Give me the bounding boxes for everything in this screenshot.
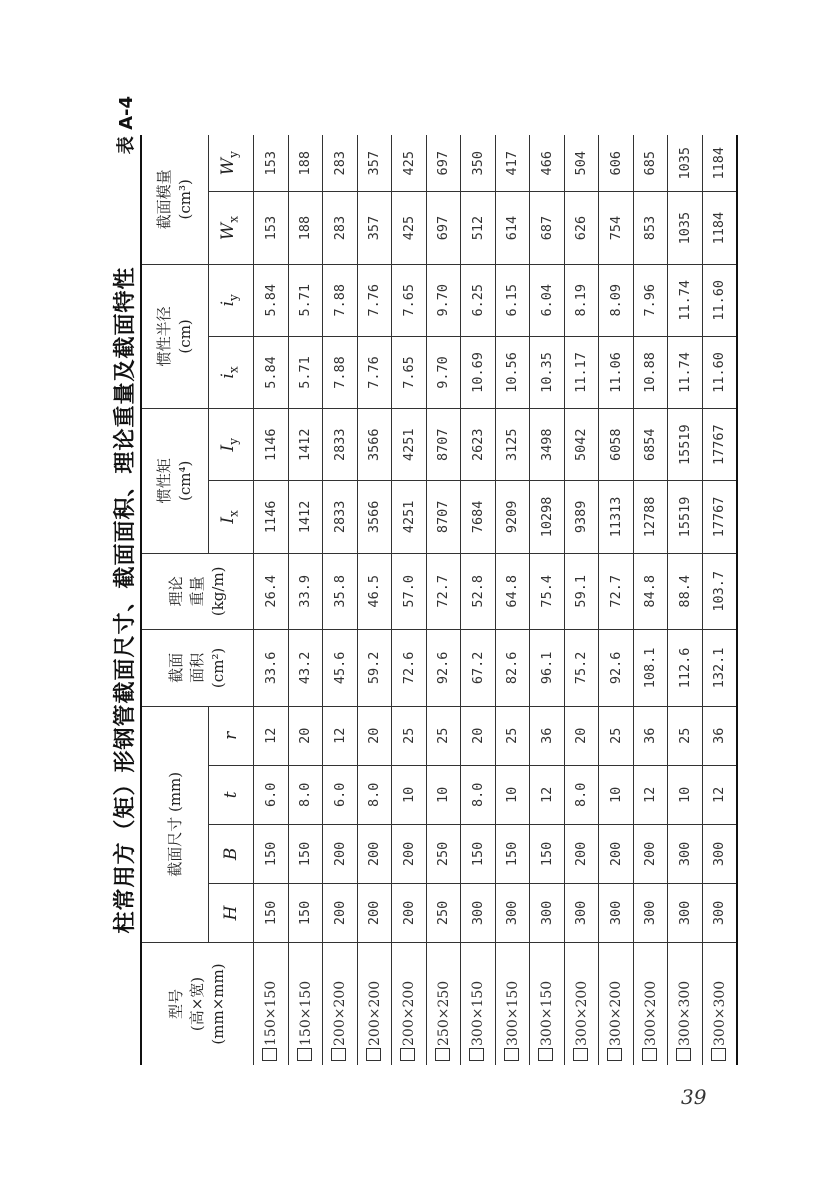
cell-ix: 7.88	[323, 336, 358, 408]
square-tube-icon	[711, 1048, 726, 1061]
cell-Iy: 5042	[564, 409, 599, 481]
cell-r: 36	[633, 706, 668, 765]
header-section-modulus: 截面模量 (cm³)	[141, 135, 209, 264]
square-tube-icon	[435, 1048, 450, 1061]
square-tube-icon	[538, 1048, 553, 1061]
table-row	[530, 135, 565, 1065]
square-tube-icon	[331, 1048, 346, 1061]
header-Ix: $I_x$	[209, 481, 254, 553]
cell-area: 33.6	[254, 630, 289, 707]
table-row	[702, 135, 737, 1065]
cell-iy: 8.09	[599, 264, 634, 336]
cell-H: 300	[633, 883, 668, 942]
cell-weight: 72.7	[599, 553, 634, 630]
square-tube-icon	[400, 1048, 415, 1061]
cell-Wy: 685	[633, 135, 668, 192]
cell-B: 300	[702, 824, 737, 883]
cell-Iy: 15519	[668, 409, 703, 481]
header-Wy: $W_y$	[209, 135, 254, 192]
cell-weight: 75.4	[530, 553, 565, 630]
cell-area: 67.2	[461, 630, 496, 707]
cell-weight: 72.7	[426, 553, 461, 630]
square-tube-icon	[642, 1048, 657, 1061]
cell-model: 200×200	[392, 942, 427, 1065]
cell-weight: 59.1	[564, 553, 599, 630]
cell-Wy: 357	[357, 135, 392, 192]
cell-Ix: 8707	[426, 481, 461, 553]
cell-B: 200	[564, 824, 599, 883]
cell-B: 200	[633, 824, 668, 883]
cell-area: 92.6	[426, 630, 461, 707]
cell-iy: 7.65	[392, 264, 427, 336]
cell-ix: 5.84	[254, 336, 289, 408]
cell-r: 36	[530, 706, 565, 765]
cell-r: 12	[254, 706, 289, 765]
cell-B: 300	[668, 824, 703, 883]
cell-model: 150×150	[254, 942, 289, 1065]
cell-ix: 10.69	[461, 336, 496, 408]
square-tube-icon	[366, 1048, 381, 1061]
table-row	[633, 135, 668, 1065]
cell-H: 300	[668, 883, 703, 942]
cell-Wy: 417	[495, 135, 530, 192]
cell-Ix: 3566	[357, 481, 392, 553]
cell-weight: 46.5	[357, 553, 392, 630]
cell-B: 250	[426, 824, 461, 883]
cell-B: 150	[288, 824, 323, 883]
cell-ix: 5.71	[288, 336, 323, 408]
table-row	[599, 135, 634, 1065]
table-row	[288, 135, 323, 1065]
cell-r: 25	[392, 706, 427, 765]
cell-iy: 11.60	[702, 264, 737, 336]
cell-t: 10	[668, 765, 703, 824]
cell-Wx: 687	[530, 192, 565, 264]
cell-Iy: 2623	[461, 409, 496, 481]
cell-Wx: 1035	[668, 192, 703, 264]
cell-Ix: 1146	[254, 481, 289, 553]
cell-model: 300×200	[564, 942, 599, 1065]
cell-iy: 9.70	[426, 264, 461, 336]
square-tube-icon	[469, 1048, 484, 1061]
square-tube-icon	[607, 1048, 622, 1061]
cell-B: 150	[530, 824, 565, 883]
cell-t: 10	[495, 765, 530, 824]
cell-Iy: 6058	[599, 409, 634, 481]
cell-Iy: 3566	[357, 409, 392, 481]
header-ix: $i_x$	[209, 336, 254, 408]
cell-Wy: 153	[254, 135, 289, 192]
cell-ix: 11.74	[668, 336, 703, 408]
cell-iy: 7.88	[323, 264, 358, 336]
cell-weight: 88.4	[668, 553, 703, 630]
header-radius-of-gyration: 惯性半径 (cm)	[141, 264, 209, 408]
cell-Ix: 4251	[392, 481, 427, 553]
square-tube-icon	[504, 1048, 519, 1061]
header-Wx: $W_x$	[209, 192, 254, 264]
cell-ix: 10.56	[495, 336, 530, 408]
cell-Wy: 350	[461, 135, 496, 192]
cell-H: 150	[254, 883, 289, 942]
cell-iy: 11.74	[668, 264, 703, 336]
cell-iy: 6.04	[530, 264, 565, 336]
cell-area: 132.1	[702, 630, 737, 707]
cell-t: 10	[426, 765, 461, 824]
cell-Iy: 1412	[288, 409, 323, 481]
table-row	[461, 135, 496, 1065]
cell-r: 20	[357, 706, 392, 765]
table-row	[495, 135, 530, 1065]
cell-ix: 7.65	[392, 336, 427, 408]
cell-area: 96.1	[530, 630, 565, 707]
cell-Wx: 697	[426, 192, 461, 264]
header-Iy: $I_y$	[209, 409, 254, 481]
square-tube-icon	[573, 1048, 588, 1061]
cell-Wy: 466	[530, 135, 565, 192]
cell-area: 108.1	[633, 630, 668, 707]
cell-Ix: 17767	[702, 481, 737, 553]
cell-iy: 8.19	[564, 264, 599, 336]
cell-r: 25	[668, 706, 703, 765]
cell-ix: 9.70	[426, 336, 461, 408]
cell-H: 200	[357, 883, 392, 942]
square-tube-icon	[676, 1048, 691, 1061]
cell-Iy: 8707	[426, 409, 461, 481]
cell-model: 300×150	[461, 942, 496, 1065]
cell-t: 10	[392, 765, 427, 824]
cell-Wx: 614	[495, 192, 530, 264]
cell-model: 300×150	[495, 942, 530, 1065]
cell-area: 82.6	[495, 630, 530, 707]
cell-model: 300×200	[599, 942, 634, 1065]
cell-area: 43.2	[288, 630, 323, 707]
cell-t: 6.0	[323, 765, 358, 824]
cell-r: 25	[599, 706, 634, 765]
cell-H: 300	[599, 883, 634, 942]
header-B: B	[209, 824, 254, 883]
cell-B: 150	[254, 824, 289, 883]
cell-Iy: 17767	[702, 409, 737, 481]
cell-Wx: 754	[599, 192, 634, 264]
cell-t: 12	[530, 765, 565, 824]
cell-Ix: 7684	[461, 481, 496, 553]
page-number: 39	[681, 1085, 707, 1109]
cell-t: 8.0	[357, 765, 392, 824]
cell-area: 72.6	[392, 630, 427, 707]
cell-B: 200	[357, 824, 392, 883]
section-properties-table	[140, 135, 738, 1065]
cell-Ix: 2833	[323, 481, 358, 553]
cell-H: 200	[323, 883, 358, 942]
cell-H: 150	[288, 883, 323, 942]
table-number: 表 A-4	[116, 96, 137, 155]
cell-ix: 10.88	[633, 336, 668, 408]
cell-weight: 26.4	[254, 553, 289, 630]
cell-Iy: 1146	[254, 409, 289, 481]
cell-t: 10	[599, 765, 634, 824]
cell-r: 20	[288, 706, 323, 765]
cell-area: 92.6	[599, 630, 634, 707]
cell-model: 300×150	[530, 942, 565, 1065]
cell-Wy: 1035	[668, 135, 703, 192]
cell-Wx: 853	[633, 192, 668, 264]
header-r: r	[209, 706, 254, 765]
cell-ix: 7.76	[357, 336, 392, 408]
cell-ix: 11.17	[564, 336, 599, 408]
cell-B: 150	[461, 824, 496, 883]
cell-Wx: 512	[461, 192, 496, 264]
cell-Wy: 425	[392, 135, 427, 192]
cell-model: 300×300	[702, 942, 737, 1065]
cell-weight: 64.8	[495, 553, 530, 630]
cell-Wy: 188	[288, 135, 323, 192]
cell-H: 300	[564, 883, 599, 942]
cell-area: 75.2	[564, 630, 599, 707]
header-t: t	[209, 765, 254, 824]
header-iy: $i_y$	[209, 264, 254, 336]
cell-H: 300	[530, 883, 565, 942]
cell-Wx: 425	[392, 192, 427, 264]
header-moment-of-inertia: 惯性矩 (cm⁴)	[141, 409, 209, 553]
cell-Iy: 3125	[495, 409, 530, 481]
cell-Wx: 626	[564, 192, 599, 264]
cell-Wy: 283	[323, 135, 358, 192]
cell-weight: 33.9	[288, 553, 323, 630]
cell-Iy: 3498	[530, 409, 565, 481]
cell-r: 20	[461, 706, 496, 765]
cell-ix: 11.06	[599, 336, 634, 408]
cell-ix: 10.35	[530, 336, 565, 408]
header-section-dimensions: 截面尺寸 (mm)	[141, 706, 209, 942]
table-row	[254, 135, 289, 1065]
cell-H: 300	[461, 883, 496, 942]
cell-r: 20	[564, 706, 599, 765]
cell-Iy: 4251	[392, 409, 427, 481]
cell-t: 8.0	[288, 765, 323, 824]
cell-Ix: 10298	[530, 481, 565, 553]
cell-Wy: 1184	[702, 135, 737, 192]
cell-Wx: 1184	[702, 192, 737, 264]
cell-model: 250×250	[426, 942, 461, 1065]
cell-weight: 52.8	[461, 553, 496, 630]
cell-Ix: 9389	[564, 481, 599, 553]
table-body	[254, 135, 738, 1065]
cell-Iy: 6854	[633, 409, 668, 481]
cell-iy: 6.25	[461, 264, 496, 336]
cell-Wx: 153	[254, 192, 289, 264]
cell-Iy: 2833	[323, 409, 358, 481]
cell-area: 59.2	[357, 630, 392, 707]
cell-iy: 5.71	[288, 264, 323, 336]
cell-Wy: 606	[599, 135, 634, 192]
cell-Wy: 504	[564, 135, 599, 192]
cell-r: 25	[426, 706, 461, 765]
cell-iy: 7.96	[633, 264, 668, 336]
cell-H: 300	[495, 883, 530, 942]
cell-H: 300	[702, 883, 737, 942]
cell-B: 200	[599, 824, 634, 883]
table-row	[392, 135, 427, 1065]
cell-Wx: 188	[288, 192, 323, 264]
cell-iy: 7.76	[357, 264, 392, 336]
cell-r: 12	[323, 706, 358, 765]
header-model: 型号 (高×宽) (mm×mm)	[141, 942, 254, 1065]
cell-area: 112.6	[668, 630, 703, 707]
cell-area: 45.6	[323, 630, 358, 707]
cell-t: 8.0	[564, 765, 599, 824]
cell-Wx: 283	[323, 192, 358, 264]
cell-model: 200×200	[323, 942, 358, 1065]
cell-ix: 11.60	[702, 336, 737, 408]
cell-Ix: 9209	[495, 481, 530, 553]
cell-H: 250	[426, 883, 461, 942]
cell-t: 12	[633, 765, 668, 824]
cell-B: 150	[495, 824, 530, 883]
cell-Wy: 697	[426, 135, 461, 192]
cell-weight: 35.8	[323, 553, 358, 630]
cell-Ix: 11313	[599, 481, 634, 553]
cell-iy: 5.84	[254, 264, 289, 336]
cell-Wx: 357	[357, 192, 392, 264]
table-row	[323, 135, 358, 1065]
cell-Ix: 15519	[668, 481, 703, 553]
table-title: 柱常用方（矩）形钢管截面尺寸、截面面积、理论重量及截面特性	[113, 266, 138, 934]
cell-t: 12	[702, 765, 737, 824]
table-row	[564, 135, 599, 1065]
table-row	[357, 135, 392, 1065]
cell-model: 200×200	[357, 942, 392, 1065]
cell-model: 300×300	[668, 942, 703, 1065]
cell-iy: 6.15	[495, 264, 530, 336]
cell-weight: 84.8	[633, 553, 668, 630]
header-theoretical-weight: 理论 重量 (kg/m)	[141, 553, 254, 630]
cell-model: 150×150	[288, 942, 323, 1065]
cell-H: 200	[392, 883, 427, 942]
cell-t: 8.0	[461, 765, 496, 824]
cell-B: 200	[323, 824, 358, 883]
cell-weight: 57.0	[392, 553, 427, 630]
table-row	[426, 135, 461, 1065]
square-tube-icon	[297, 1048, 312, 1061]
cell-weight: 103.7	[702, 553, 737, 630]
cell-Ix: 1412	[288, 481, 323, 553]
header-section-area: 截面 面积 (cm²)	[141, 630, 254, 707]
cell-model: 300×200	[633, 942, 668, 1065]
cell-r: 25	[495, 706, 530, 765]
cell-t: 6.0	[254, 765, 289, 824]
square-tube-icon	[262, 1048, 277, 1061]
header-H: H	[209, 883, 254, 942]
cell-r: 36	[702, 706, 737, 765]
cell-Ix: 12788	[633, 481, 668, 553]
cell-B: 200	[392, 824, 427, 883]
table-row	[668, 135, 703, 1065]
